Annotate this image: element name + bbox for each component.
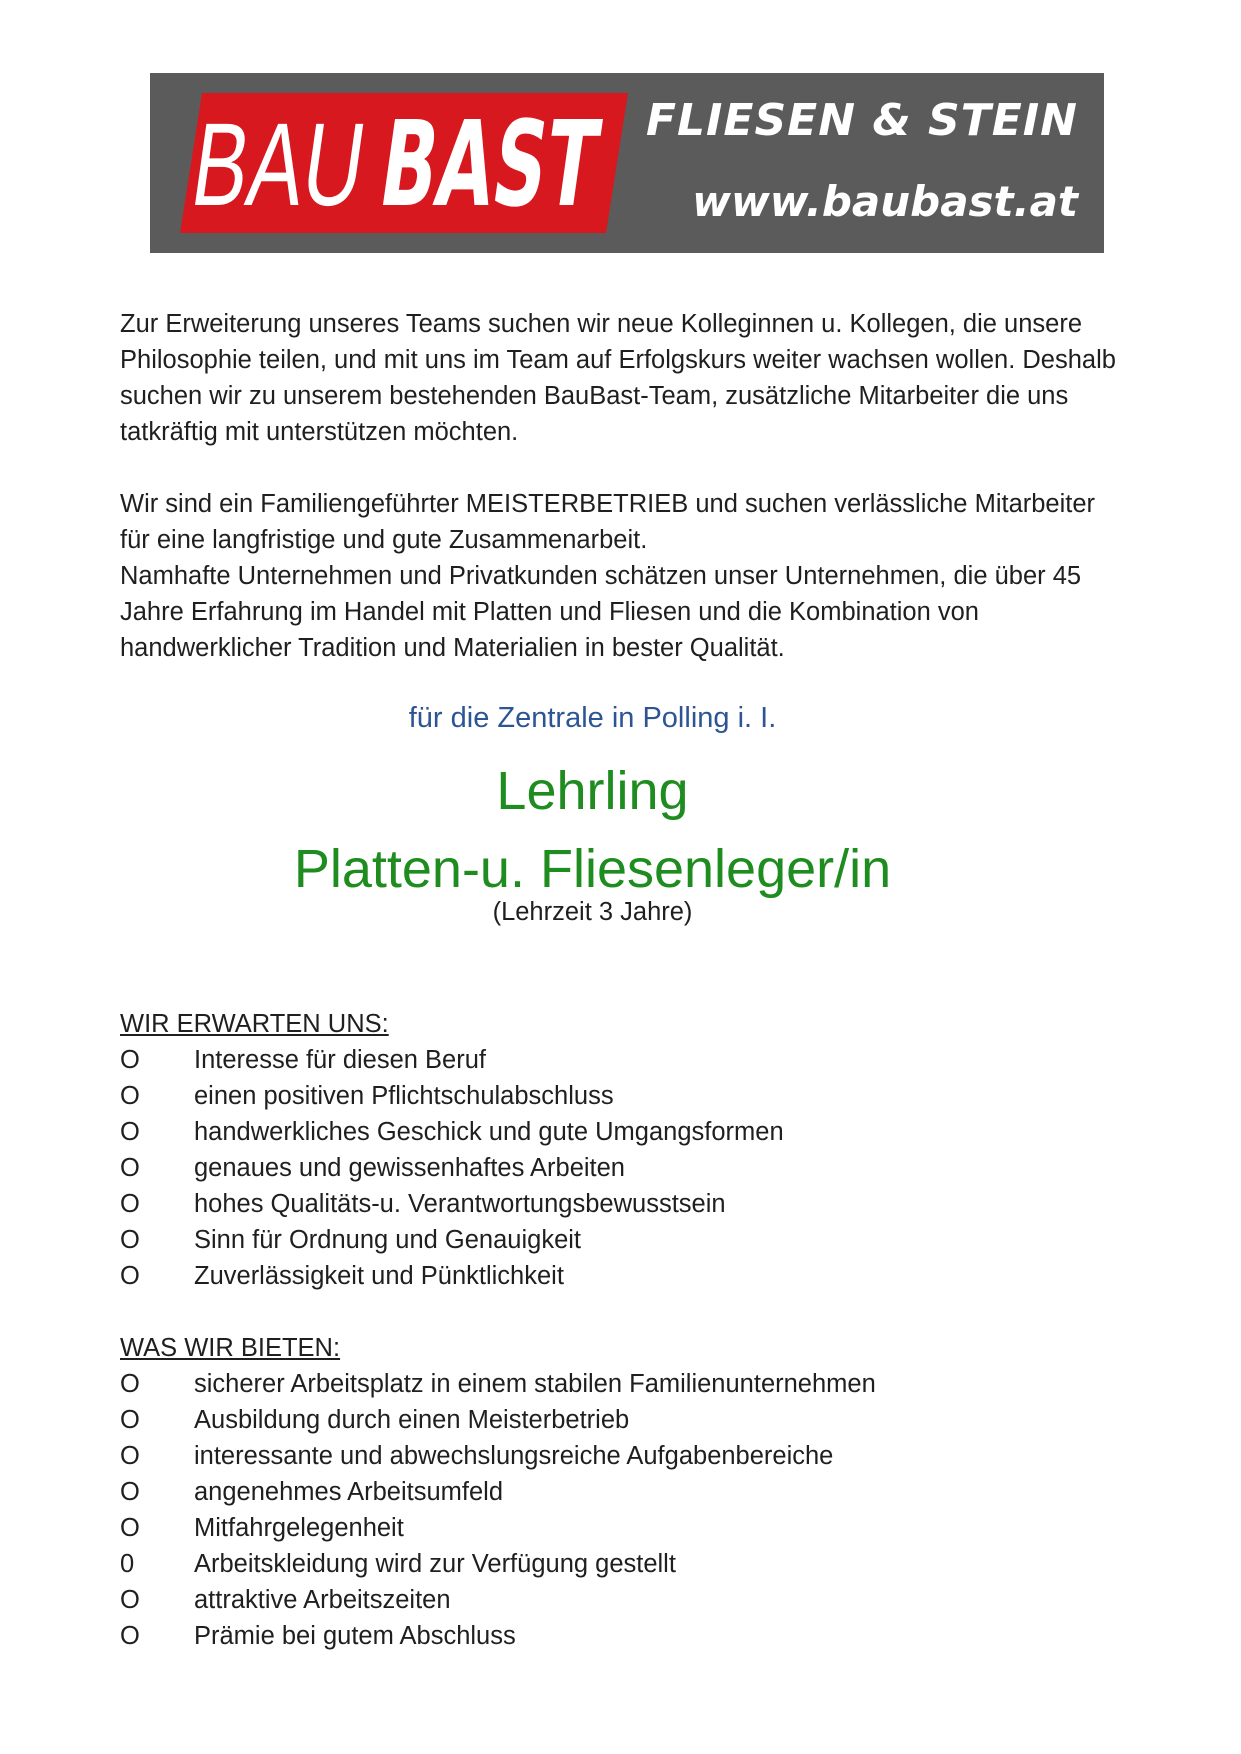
list-item [120,1438,1130,1474]
job-title-line-1: Lehrling [496,761,689,821]
list-item-text: Mitfahrgelegenheit [194,1514,404,1542]
tagline: FLIESEN & STEIN [645,95,1078,146]
list-item [120,1222,1130,1258]
list-item [120,1546,1130,1582]
bullet-marker: O [120,1478,140,1506]
expectations-heading: WIR ERWARTEN UNS: [120,1010,389,1038]
list-item [120,1150,1130,1186]
list-item [120,1078,1130,1114]
list-item [120,1402,1130,1438]
list-item [120,1366,1130,1402]
list-item-text: Zuverlässigkeit und Pünktlichkeit [194,1262,564,1290]
job-title-line-2: Platten-u. Fliesenleger/in [293,839,892,899]
baubast-logo [180,93,739,233]
list-item [120,1042,1130,1078]
list-item [120,1114,1130,1150]
list-item-text: handwerkliches Geschick und gute Umgangsformen [194,1118,784,1146]
list-item [120,1618,1130,1654]
bullet-marker: 0 [120,1550,135,1578]
list-item [120,1258,1130,1294]
job-title [0,752,1185,908]
expectations-list [120,1042,1130,1294]
bullet-marker: O [120,1118,140,1146]
list-item-text: Arbeitskleidung wird zur Verfügung gestellt [194,1550,676,1578]
list-item-text: Ausbildung durch einen Meisterbetrieb [194,1406,630,1434]
intro-paragraph-3: Namhafte Unternehmen und Privatkunden schätzen unser Unternehmen, die über 45 Jahre Erfahrung im Handel mit Platten und Fliesen und die Kombination von handwerklicher Tradition und Materialien in bester Qualität. [120,562,1082,662]
list-item-text: attraktive Arbeitszeiten [194,1586,451,1614]
intro-text [120,306,1130,666]
bullet-marker: O [120,1226,140,1254]
intro-paragraph-1: Zur Erweiterung unseres Teams suchen wir neue Kolleginnen u. Kollegen, die unsere Philosophie teilen, und mit uns im Team auf Erfolgskurs weiter wachsen wollen. Deshalb suchen wir zu unserem bestehenden BauBast-Team, zusätzliche Mitarbeiter die uns tatkräftig mit unterstützen möchten. [120,310,1116,446]
list-item [120,1186,1130,1222]
list-item-text: genaues und gewissenhaftes Arbeiten [194,1154,625,1182]
list-item-text: hohes Qualitäts-u. Verantwortungsbewusstsein [194,1190,726,1218]
list-item-text: angenehmes Arbeitsumfeld [194,1478,504,1506]
list-item-text: Sinn für Ordnung und Genauigkeit [194,1226,582,1254]
list-item-text: Prämie bei gutem Abschluss [194,1622,516,1650]
expectations-section [120,1006,1130,1294]
intro-paragraph-2: Wir sind ein Familiengeführter MEISTERBETRIEB und suchen verlässliche Mitarbeiter für eine langfristige und gute Zusammenarbeit. [120,490,1096,554]
bullet-marker: O [120,1082,140,1110]
bullet-marker: O [120,1442,140,1470]
bullet-marker: O [120,1046,140,1074]
bullet-marker: O [120,1514,140,1542]
offers-heading: WAS WIR BIETEN: [120,1334,341,1362]
bullet-marker: O [120,1622,140,1650]
logo-text-bold: BAST [372,95,739,233]
offers-list [120,1366,1130,1654]
apprenticeship-duration: (Lehrzeit 3 Jahre) [492,898,693,926]
list-item [120,1474,1130,1510]
list-item [120,1582,1130,1618]
list-item-text: Interesse für diesen Beruf [194,1046,486,1074]
job-location: für die Zentrale in Polling i. I. [408,702,777,734]
bullet-marker: O [120,1154,140,1182]
list-item-text: interessante und abwechslungsreiche Aufgabenbereiche [194,1442,834,1470]
bullet-marker: O [120,1190,140,1218]
list-item-text: einen positiven Pflichtschulabschluss [194,1082,614,1110]
bullet-marker: O [120,1406,140,1434]
list-item [120,1510,1130,1546]
header-banner [150,73,1104,253]
bullet-marker: O [120,1262,140,1290]
offers-section [120,1330,1130,1654]
website-link[interactable]: www.baubast.at [692,177,1078,226]
list-item-text: sicherer Arbeitsplatz in einem stabilen Familienunternehmen [194,1370,876,1398]
bullet-marker: O [120,1586,140,1614]
bullet-marker: O [120,1370,140,1398]
logo-text-light: BAU [184,99,446,231]
